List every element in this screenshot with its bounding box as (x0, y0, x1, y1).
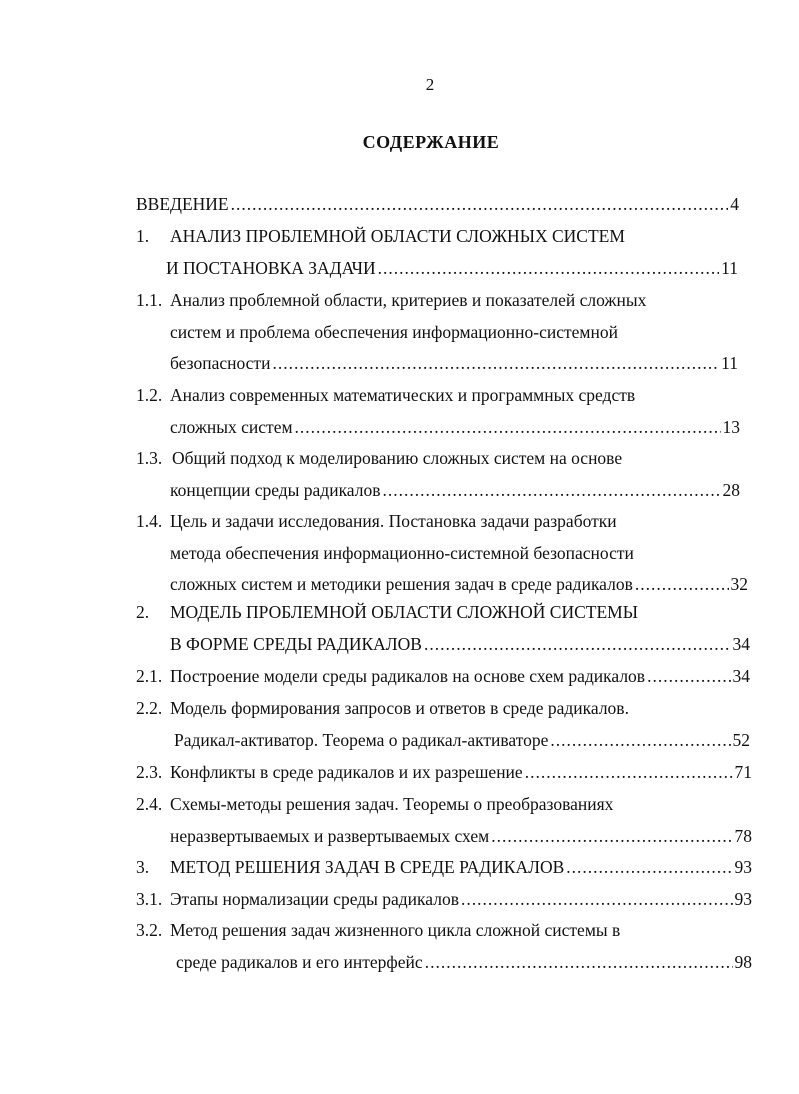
toc-entry-number: 1.2. (136, 385, 163, 405)
toc-entry-text: МЕТОД РЕШЕНИЯ ЗАДАЧ В СРЕДЕ РАДИКАЛОВ (170, 857, 565, 877)
toc-entry-number: 2.1. (136, 666, 163, 686)
toc-entry-number: 2.3. (136, 762, 163, 782)
toc-entry-text: среде радикалов и его интерфейс (176, 952, 423, 972)
toc-entry-text: сложных систем и методики решения задач в среде радикалов (170, 574, 633, 594)
toc-title: СОДЕРЖАНИЕ (362, 132, 500, 152)
toc-entry-text: метода обеспечения информационно-системной безопасности (170, 543, 634, 563)
toc-page-number: 28 (722, 480, 740, 500)
toc-entry-number: 2.4. (136, 794, 163, 814)
toc-entry-text: Схемы-методы решения задач. Теоремы о преобразованиях (170, 794, 614, 814)
toc-page-number: 11 (721, 258, 738, 278)
toc-page-number: 11 (721, 353, 738, 373)
toc-page-number: 34 (732, 666, 750, 686)
leader-dots (295, 415, 721, 439)
toc-entry-text: Радикал-активатор. Теорема о радикал-активаторе (174, 730, 549, 750)
toc-page-number: 93 (734, 857, 752, 877)
toc-page-number: 32 (730, 574, 748, 594)
toc-page-number: 93 (734, 889, 752, 909)
toc-page-number: 52 (732, 730, 750, 750)
toc-entry-number: 3. (136, 857, 150, 877)
leader-dots (566, 855, 732, 879)
toc-entry-text: сложных систем (170, 417, 293, 437)
toc-entry-text: концепции среды радикалов (170, 480, 381, 500)
toc-entry-text: Этапы нормализации среды радикалов (170, 889, 459, 909)
toc-entry-text: систем и проблема обеспечения информационно-системной (170, 322, 618, 342)
toc-page-number: 34 (732, 634, 750, 654)
leader-dots (425, 950, 733, 974)
toc-entry-text: Анализ проблемной области, критериев и показателей сложных (170, 290, 647, 310)
leader-dots (647, 664, 730, 688)
toc-page-number: 13 (722, 417, 740, 437)
toc-entry-text: И ПОСТАНОВКА ЗАДАЧИ (166, 258, 376, 278)
toc-entry-number: 3.1. (136, 889, 163, 909)
toc-entry-text: неразвертываемых и развертываемых схем (170, 826, 490, 846)
toc-entry-text: Модель формирования запросов и ответов в среде радикалов. (170, 698, 629, 718)
toc-entry-number: 1.4. (136, 511, 163, 531)
toc-entry-number: 2. (136, 602, 150, 622)
toc-page-number: 4 (730, 194, 739, 214)
leader-dots (424, 632, 731, 656)
leader-dots (525, 760, 733, 784)
toc-entry-text: ВВЕДЕНИЕ (136, 194, 229, 214)
toc-entry-number: 1.1. (136, 290, 163, 310)
toc-entry-text: Построение модели среды радикалов на основе схем радикалов (170, 666, 646, 686)
toc-entry-text: В ФОРМЕ СРЕДЫ РАДИКАЛОВ (170, 634, 422, 654)
toc-entry-text: безопасности (170, 353, 271, 373)
toc-entry-text: Анализ современных математических и программных средств (170, 385, 636, 405)
toc-entry-text: Общий подход к моделированию сложных систем на основе (172, 448, 623, 468)
toc-entry-number: 2.2. (136, 698, 163, 718)
toc-entry-number: 3.2. (136, 920, 163, 940)
leader-dots (272, 351, 719, 375)
toc-entry-text: Конфликты в среде радикалов и их разрешение (170, 762, 523, 782)
toc-entry-number: 1.3. (136, 448, 163, 468)
toc-entry-text: МОДЕЛЬ ПРОБЛЕМНОЙ ОБЛАСТИ СЛОЖНОЙ СИСТЕМЫ (170, 602, 638, 622)
toc-page-number: 98 (734, 952, 752, 972)
leader-dots (491, 824, 732, 848)
toc-entry-text: АНАЛИЗ ПРОБЛЕМНОЙ ОБЛАСТИ СЛОЖНЫХ СИСТЕМ (170, 226, 625, 246)
leader-dots (461, 887, 733, 911)
toc-page-number: 71 (734, 762, 752, 782)
toc-page-number: 78 (734, 826, 752, 846)
toc-entry-number: 1. (136, 226, 150, 246)
toc-entry-text: Цель и задачи исследования. Постановка задачи разработки (170, 511, 617, 531)
leader-dots (378, 256, 720, 280)
leader-dots (231, 192, 729, 216)
leader-dots (550, 728, 730, 752)
leader-dots (635, 572, 729, 596)
toc-entry-text: Метод решения задач жизненного цикла сложной системы в (170, 920, 621, 940)
leader-dots (382, 478, 720, 502)
page-number: 2 (425, 75, 435, 94)
